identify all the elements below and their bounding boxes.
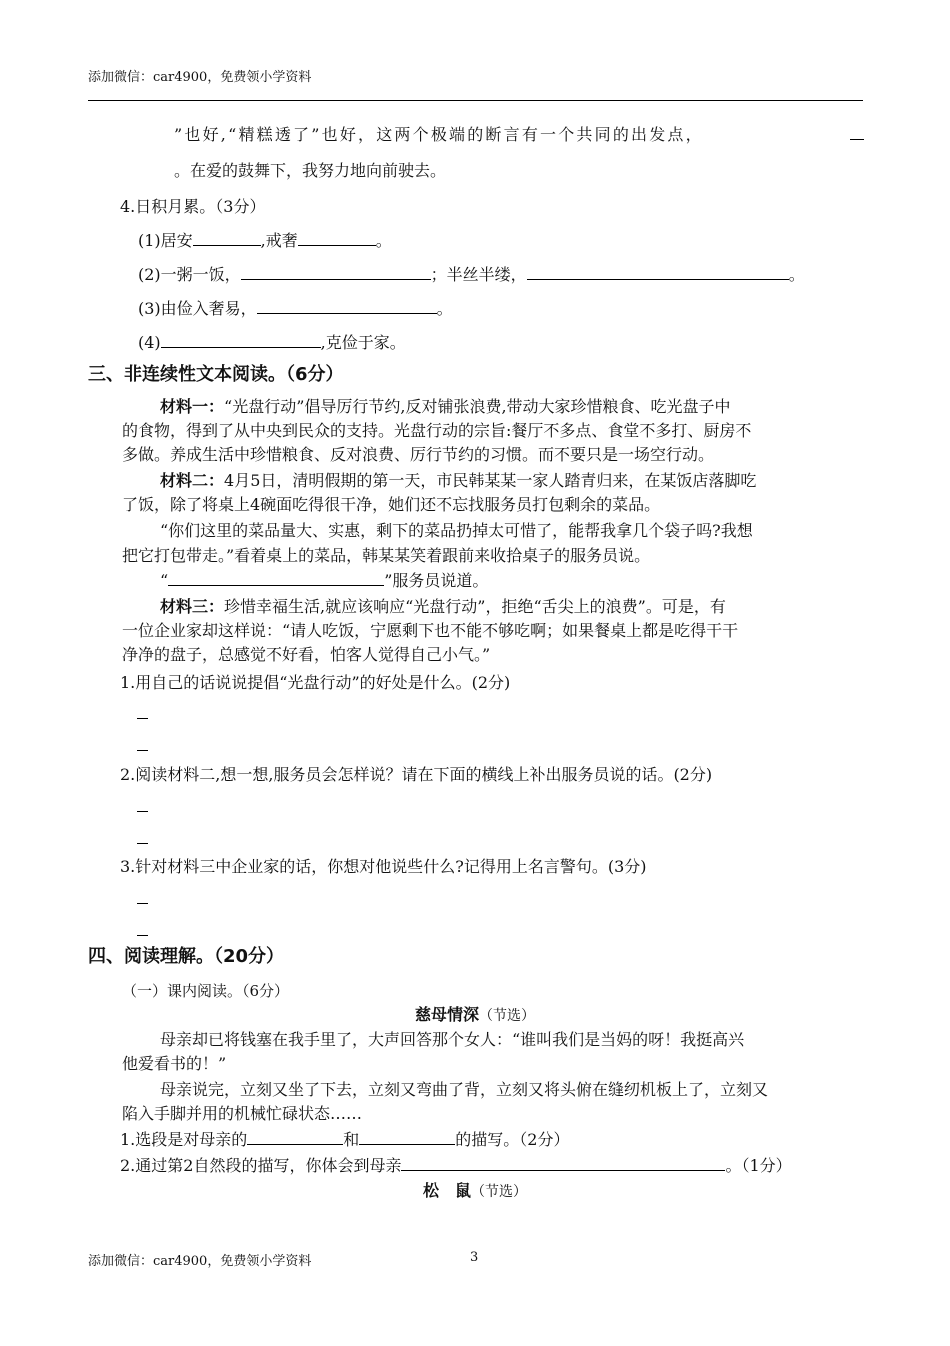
material2-line1: 材料二：4月5日，清明假期的第一天，市民韩某某一家人踏青归来，在某饭店落脚吃 — [160, 471, 757, 490]
answer-line[interactable] — [137, 843, 148, 844]
passage2-title: 松 鼠（节选） — [422, 1181, 527, 1200]
material3-line3: 净净的盘子，总感觉不好看，怕客人觉得自己小气。” — [122, 645, 491, 664]
page-number: 3 — [470, 1250, 479, 1265]
passage1-para1-line2: 他爱看书的！” — [122, 1054, 227, 1073]
page-header: 添加微信：car4900，免费领小学资料 — [88, 70, 312, 85]
section4-title: 四、阅读理解。（20分） — [88, 946, 285, 967]
passage1-para1-line1: 母亲却已将钱塞在我手里了，大声回答那个女人：“谁叫我们是当妈的呀！我挺高兴 — [160, 1030, 745, 1049]
header-divider — [88, 100, 863, 101]
section3-question-3: 3.针对材料三中企业家的话，你想对他说些什么?记得用上名言警句。(3分) — [120, 857, 647, 876]
material1-line1: 材料一：“光盘行动”倡导厉行节约,反对铺张浪费,带动大家珍惜粮食、吃光盘子中 — [160, 397, 731, 416]
q4-item-1: (1)居安 ,戒奢 。 — [138, 231, 392, 250]
q4-item-2: (2)一粥一饭， ；半丝半缕， 。 — [138, 265, 805, 284]
answer-line[interactable] — [137, 935, 148, 936]
q4-title: 4.日积月累。（3分） — [120, 197, 266, 216]
q1-blank-a[interactable] — [247, 1129, 343, 1145]
q1-blank-b[interactable] — [359, 1129, 455, 1145]
material1-line2: 的食物，得到了从中央到民众的支持。光盘行动的宗旨:餐厅不多点、食堂不多打、厨房不 — [122, 421, 752, 440]
answer-line[interactable] — [137, 718, 148, 719]
page-footer: 添加微信：car4900，免费领小学资料 — [88, 1254, 312, 1269]
waiter-reply-blank[interactable] — [168, 570, 384, 586]
material2-quote-line: “ ”服务员说道。 — [160, 571, 489, 590]
material3-line1: 材料三：珍惜幸福生活,就应该响应“光盘行动”，拒绝“舌尖上的浪费”。可是，有 — [160, 597, 726, 616]
material1-line3: 多做。养成生活中珍惜粮食、反对浪费、厉行节约的习惯。而不要只是一场空行动。 — [122, 445, 715, 464]
q4-item-3: (3)由俭入奢易， 。 — [138, 299, 453, 318]
q4-blank-2a[interactable] — [241, 264, 431, 280]
section3-question-2: 2.阅读材料二,想一想,服务员会怎样说？请在下面的横线上补出服务员说的话。(2分) — [120, 765, 713, 784]
q4-blank-3[interactable] — [257, 298, 437, 314]
passage1-para2-line1: 母亲说完，立刻又坐了下去，立刻又弯曲了背，立刻又将头俯在缝纫机板上了，立刻又 — [160, 1080, 769, 1099]
q4-item-4: (4) ,克俭于家。 — [138, 333, 406, 352]
q3-answer-blank[interactable] — [850, 124, 864, 146]
material3-line2: 一位企业家却这样说：“请人吃饭，宁愿剩下也不能不够吃啊；如果餐桌上都是吃得干干 — [122, 621, 739, 640]
material2-line4: 把它打包带走。”看着桌上的菜品，韩某某笑着跟前来收拾桌子的服务员说。 — [122, 546, 651, 565]
section4-subsection-1: （一）课内阅读。（6分） — [122, 982, 290, 1000]
material2-line3: “你们这里的菜品量大、实惠，剩下的菜品扔掉太可惜了，能帮我拿几个袋子吗?我想 — [160, 521, 753, 540]
section3-title: 三、非连续性文本阅读。（6分） — [88, 364, 344, 385]
passage1-title: 慈母情深（节选） — [414, 1005, 535, 1024]
q2-blank[interactable] — [401, 1155, 725, 1171]
answer-line[interactable] — [137, 811, 148, 812]
q4-blank-1a[interactable] — [193, 230, 261, 246]
answer-line[interactable] — [137, 903, 148, 904]
section4-question-2: 2.通过第2自然段的描写，你体会到母亲 。（1分） — [120, 1156, 792, 1175]
q3-continuation-line1: ”也好,“精糕透了”也好，这两个极端的断言有一个共同的出发点， — [174, 125, 704, 144]
answer-line[interactable] — [137, 750, 148, 751]
section3-question-1: 1.用自己的话说说提倡“光盘行动”的好处是什么。(2分) — [120, 673, 511, 692]
q3-continuation-line2: 。在爱的鼓舞下，我努力地向前驶去。 — [174, 161, 447, 180]
q4-blank-2b[interactable] — [527, 264, 789, 280]
section4-question-1: 1.选段是对母亲的 和 的描写。（2分） — [120, 1130, 570, 1149]
passage1-para2-line2: 陷入手脚并用的机械忙碌状态…… — [122, 1104, 363, 1123]
q4-blank-1b[interactable] — [298, 230, 376, 246]
q4-blank-4[interactable] — [161, 332, 321, 348]
material2-line2: 了饭，除了将桌上4碗面吃得很干净，她们还不忘找服务员打包剩余的菜品。 — [122, 495, 661, 514]
